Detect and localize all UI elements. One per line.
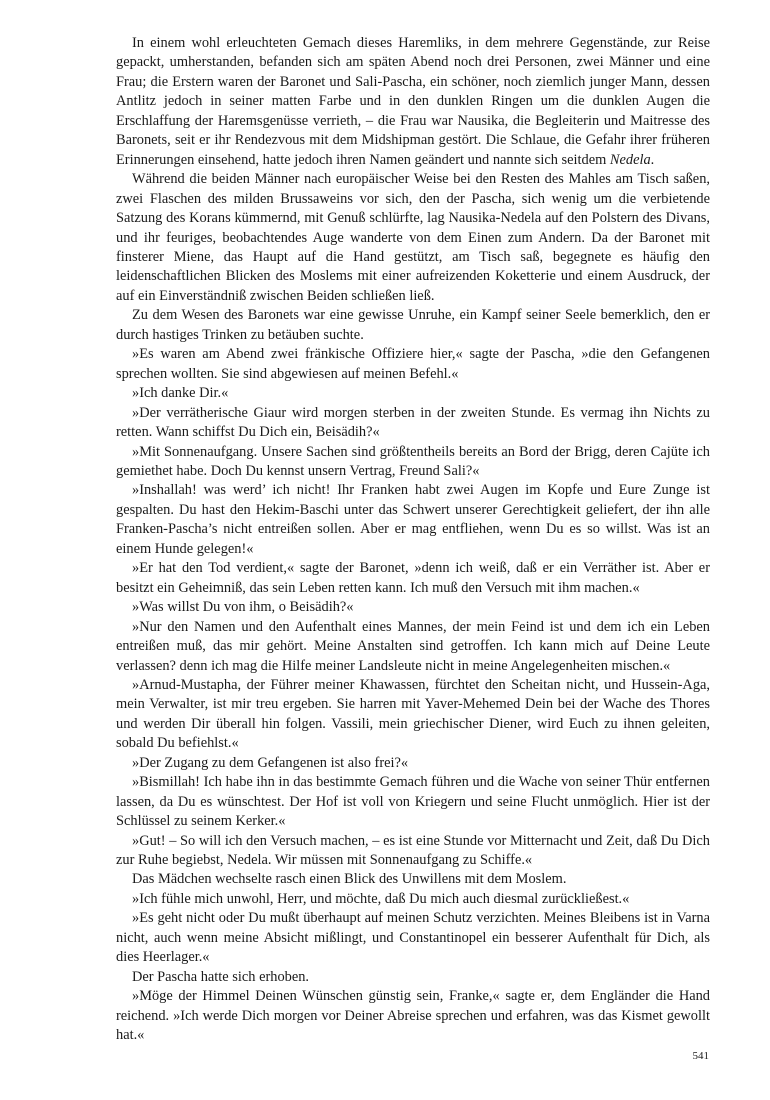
body-text (116, 34, 710, 1046)
emphasized-name: Nedela (609, 151, 651, 168)
paragraph: Das Mädchen wechselte rasch einen Blick des Unwillens mit dem Moslem. (132, 871, 567, 888)
paragraph: Der Pascha hatte sich erhoben. (132, 968, 310, 985)
paragraph: In einem wohl erleuchteten Gemach dieses Haremliks, in dem mehrere Gegenstände, zur Reise gepackt, umherstanden, befanden sich am späten Abend noch drei Personen, zwei Männer und eine Frau; die Erstern waren der Baronet und Sali-Pascha, ein schöner, noch ziemlich junger Mann, dessen Antlitz jedoch in seiner matten Farbe und in den dunklen Ringen um die dunklen Augen die Erschlaffung der Haremsgenüsse verrieth, – die Frau war Nausika, die Begleiterin und Maitresse des Baronets, seit er ihr Rendezvous mit dem Midshipman gestört. Die Schlaue, die Gefahr ihrer früheren Erinnerungen einsehend, hatte jedoch ihren Namen geändert und nannte sich seitdem Nedela. (116, 35, 710, 168)
paragraph: »Ich fühle mich unwohl, Herr, und möchte, daß Du mich auch diesmal zurückließest.« (132, 890, 630, 907)
paragraph: »Es geht nicht oder Du mußt überhaupt auf meinen Schutz verzichten. Meines Bleibens ist in Varna nicht, auch wenn meine Absicht mißlingt, und Constantinopel ein besserer Aufenthalt für Dich, als dies Heerlager.« (116, 910, 710, 966)
paragraph: »Möge der Himmel Deinen Wünschen günstig sein, Franke,« sagte er, dem Engländer die Hand reichend. »Ich werde Dich morgen vor Deiner Abreise sprechen und erfahren, was das Kismet gewollt hat.« (116, 988, 710, 1044)
paragraph: »Mit Sonnenaufgang. Unsere Sachen sind größtentheils bereits an Bord der Brigg, deren Cajüte ich gemiethet habe. Doch Du kennst unsern Vertrag, Freund Sali?« (116, 443, 710, 479)
paragraph: »Was willst Du von ihm, o Beisädih?« (132, 599, 354, 616)
paragraph: »Bismillah! Ich habe ihn in das bestimmte Gemach führen und die Wache von seiner Thür entfernen lassen, da Du es wünschtest. Der Hof ist voll von Kriegern und seine Flucht unmöglich. Hier ist der Schlüssel zu seinem Kerker.« (116, 774, 710, 830)
paragraph: »Nur den Namen und den Aufenthalt eines Mannes, der mein Feind ist und dem ich ein Leben entreißen muß, das mir gehört. Meine Anstalten sind getroffen. Ich kann mich auf Deine Leute verlassen? denn ich mag die Hilfe meiner Landsleute nicht in meine Angelegenheiten mischen.« (116, 618, 710, 674)
paragraph: Während die beiden Männer nach europäischer Weise bei den Resten des Mahles am Tisch saßen, zwei Flaschen des milden Brussaweins vor sich, den der Pascha, sich wenig um die verbietende Satzung des Korans kümmernd, mit Genuß schlürfte, lag Nausika-Nedela auf den Polstern des Divans, und ihr feuriges, beobachtendes Auge wanderte von dem Einen zum Andern. Da der Baronet mit finsterer Miene, das Haupt auf die Hand gestützt, am Tisch saß, begegnete es häufig den leidenschaftlichen Blicken des Moslems mit einer aufreizenden Koketterie und einem Ausdruck, der auf ein Einverständniß zwischen Beiden schließen ließ. (116, 171, 710, 304)
paragraph: »Ich danke Dir.« (132, 385, 229, 402)
paragraph: »Der Zugang zu dem Gefangenen ist also frei?« (132, 754, 409, 771)
paragraph: »Gut! – So will ich den Versuch machen, – es ist eine Stunde vor Mitternacht und Zeit, daß Du Dich zur Ruhe begiebst, Nedela. Wir müssen mit Sonnenaufgang zu Schiffe.« (116, 832, 710, 869)
paragraph: »Inshallah! was werd’ ich nicht! Ihr Franken habt zwei Augen im Kopfe und Eure Zunge ist gespalten. Du hast den Hekim-Baschi unter das Schwert unserer Gerechtigkeit geliefert, der ihn alle Franken-Pascha’s nicht entreißen sollen. Aber er mag entfliehen, wenn Du es so willst. Was ist an einem Hunde gelegen!« (116, 482, 710, 557)
paragraph: Zu dem Wesen des Baronets war eine gewisse Unruhe, ein Kampf seiner Seele bemerklich, den er durch hastiges Trinken zu betäuben suchte. (116, 307, 710, 343)
paragraph: »Arnud-Mustapha, der Führer meiner Khawassen, fürchtet den Scheitan nicht, und Hussein-Aga, mein Verwalter, ist mir treu ergeben. Sie harren mit Yaver-Mehemed Dein bei der Wache des Thores und werden Dir überall hin folgen. Vassili, mein griechischer Diener, wird Euch zu ihnen geleiten, sobald Du befiehlst.« (116, 676, 710, 752)
page-number: 541 (692, 1050, 709, 1062)
paragraph: »Es waren am Abend zwei fränkische Offiziere hier,« sagte der Pascha, »die den Gefangenen sprechen wollten. Sie sind abgewiesen auf meinen Befehl.« (116, 346, 710, 382)
paragraph: »Er hat den Tod verdient,« sagte der Baronet, »denn ich weiß, daß er ein Verräther ist. Aber er besitzt ein Geheimniß, das sein Leben retten kann. Ich muß den Versuch mit ihm machen.« (116, 560, 710, 596)
paragraph: »Der verrätherische Giaur wird morgen sterben in der zweiten Stunde. Es vermag ihn Nichts zu retten. Wann schiffst Du Dich ein, Beisädih?« (116, 404, 710, 441)
